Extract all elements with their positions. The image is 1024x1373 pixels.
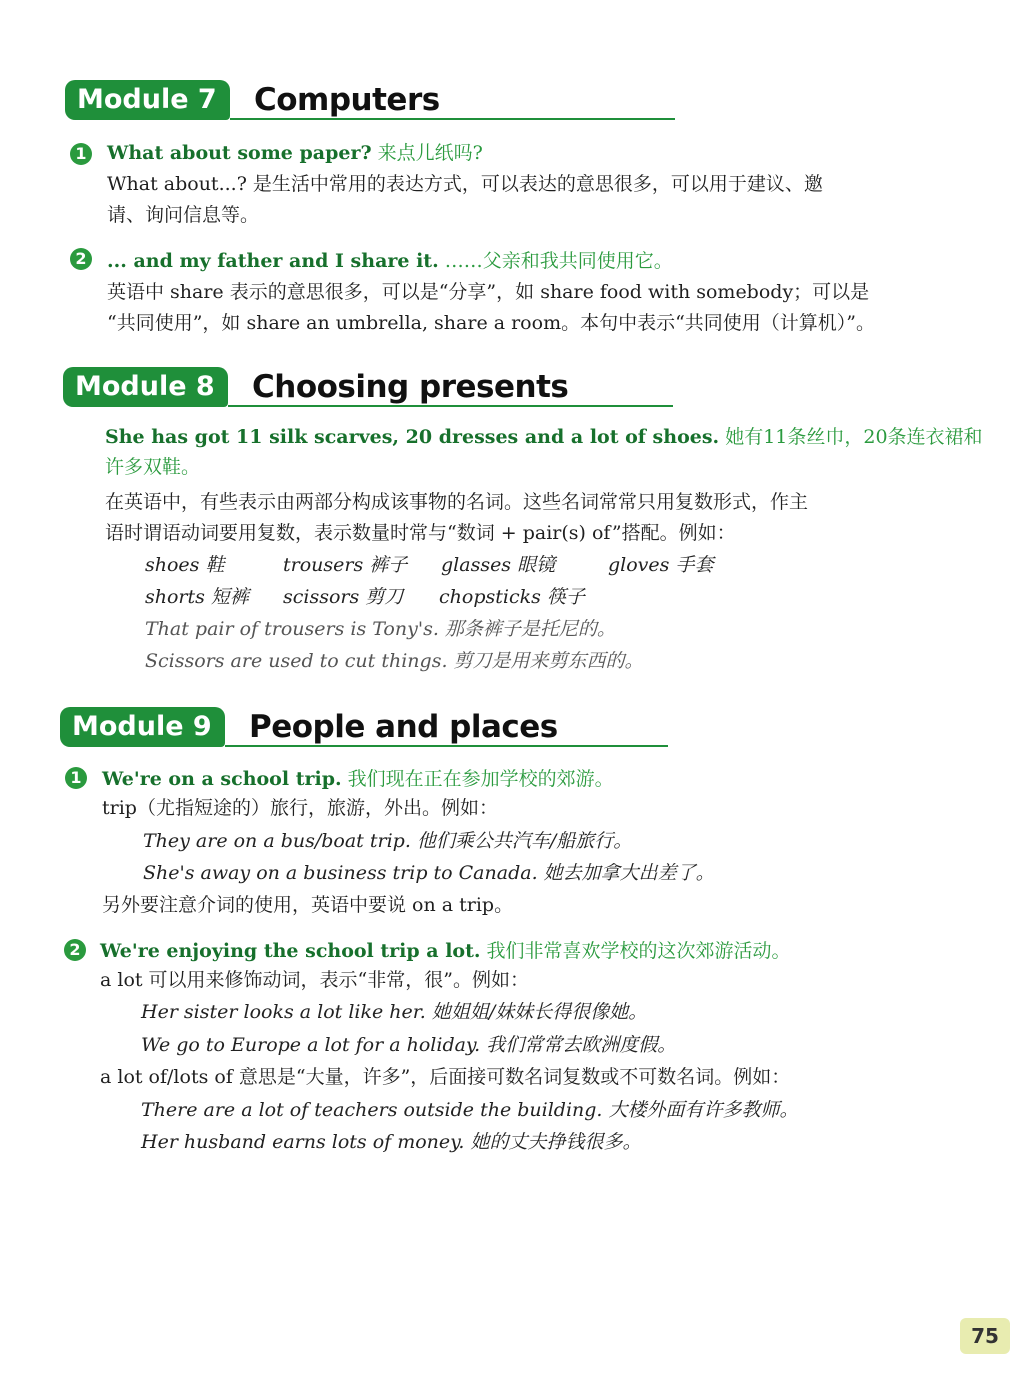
note-text: 请、询问信息等。 — [107, 204, 260, 226]
note-text: a lot 可以用来修饰动词，表示“非常，很”。例如： — [100, 969, 529, 991]
heading-en: We're enjoying the school trip a lot. — [100, 940, 481, 962]
module-7-section — [0, 80, 1024, 126]
vocab-word: gloves 手套 — [608, 554, 714, 576]
module-title: People and places — [249, 709, 558, 745]
note-text: “共同使用”，如 share an umbrella, share a room。本句中表示“共同使用（计算机）”。 — [107, 312, 876, 334]
heading-cn: 我们现在正在参加学校的郊游。 — [347, 768, 614, 790]
note-heading — [102, 766, 614, 792]
module-badge: Module 9 — [60, 707, 225, 747]
example-sentence: She's away on a business trip to Canada. 她去加拿大出差了。 — [143, 862, 715, 884]
note-heading — [100, 938, 791, 964]
number-badge: 1 — [70, 143, 92, 165]
module-title: Choosing presents — [252, 369, 569, 405]
note-heading — [107, 140, 483, 166]
vocab-word: shorts 短裤 — [145, 586, 249, 608]
example-sentence: There are a lot of teachers outside the building. 大楼外面有许多教师。 — [141, 1099, 799, 1121]
heading-cn: 来点儿纸吗? — [377, 142, 483, 164]
example-sentence: Scissors are used to cut things. 剪刀是用来剪东西的。 — [145, 650, 644, 672]
module-underline — [225, 745, 668, 747]
module-underline — [230, 118, 675, 120]
module-9-section — [0, 707, 1024, 753]
module-badge: Module 7 — [65, 80, 230, 120]
number-badge: 1 — [65, 767, 87, 789]
note-text: trip（尤指短途的）旅行，旅游，外出。例如： — [102, 797, 498, 819]
example-sentence: They are on a bus/boat trip. 他们乘公共汽车/船旅行。 — [143, 830, 633, 852]
heading-en: What about some paper? — [107, 142, 372, 164]
number-badge: 2 — [64, 939, 86, 961]
heading-en: We're on a school trip. — [102, 768, 342, 790]
note-heading — [105, 424, 983, 450]
heading-en: ... and my father and I share it. — [107, 250, 439, 272]
example-sentence: Her husband earns lots of money. 她的丈夫挣钱很多。 — [141, 1131, 642, 1153]
module-8-section — [0, 367, 1024, 413]
vocab-word: shoes 鞋 — [145, 554, 225, 576]
heading-cn-continued: 许多双鞋。 — [105, 456, 201, 478]
note-text: 英语中 share 表示的意思很多，可以是“分享”，如 share food with somebody；可以是 — [107, 281, 870, 303]
vocab-word: trousers 裤子 — [283, 554, 408, 576]
heading-cn: 我们非常喜欢学校的这次郊游活动。 — [486, 940, 791, 962]
module-underline — [228, 405, 673, 407]
example-sentence: Her sister looks a lot like her. 她姐姐/妹妹长得很像她。 — [141, 1001, 648, 1023]
note-text: 语时谓语动词要用复数，表示数量时常与“数词 + pair(s) of”搭配。例如： — [105, 522, 736, 544]
vocab-word: glasses 眼镜 — [441, 554, 556, 576]
module-header — [0, 80, 1024, 126]
example-sentence: We go to Europe a lot for a holiday. 我们常常去欧洲度假。 — [141, 1034, 677, 1056]
module-title: Computers — [254, 82, 440, 118]
heading-cn: ……父亲和我共同使用它。 — [444, 250, 673, 272]
page-number: 75 — [960, 1318, 1010, 1354]
module-header — [0, 707, 1024, 753]
heading-cn: 她有11条丝巾，20条连衣裙和 — [725, 426, 983, 448]
number-badge: 2 — [70, 248, 92, 270]
vocab-word: chopsticks 筷子 — [439, 586, 585, 608]
note-text: 在英语中，有些表示由两部分构成该事物的名词。这些名词常常只用复数形式，作主 — [105, 491, 809, 513]
example-sentence: That pair of trousers is Tony's. 那条裤子是托尼的。 — [145, 618, 616, 640]
heading-en: She has got 11 silk scarves, 20 dresses and a lot of shoes. — [105, 426, 720, 448]
module-header — [0, 367, 1024, 413]
note-text: What about...? 是生活中常用的表达方式，可以表达的意思很多，可以用于建议、邀 — [107, 173, 823, 195]
note-text: 另外要注意介词的使用，英语中要说 on a trip。 — [102, 894, 514, 916]
note-heading — [107, 248, 673, 274]
note-text: a lot of/lots of 意思是“大量，许多”，后面接可数名词复数或不可数名词。例如： — [100, 1066, 791, 1088]
vocab-word: scissors 剪刀 — [283, 586, 404, 608]
module-badge: Module 8 — [63, 367, 228, 407]
